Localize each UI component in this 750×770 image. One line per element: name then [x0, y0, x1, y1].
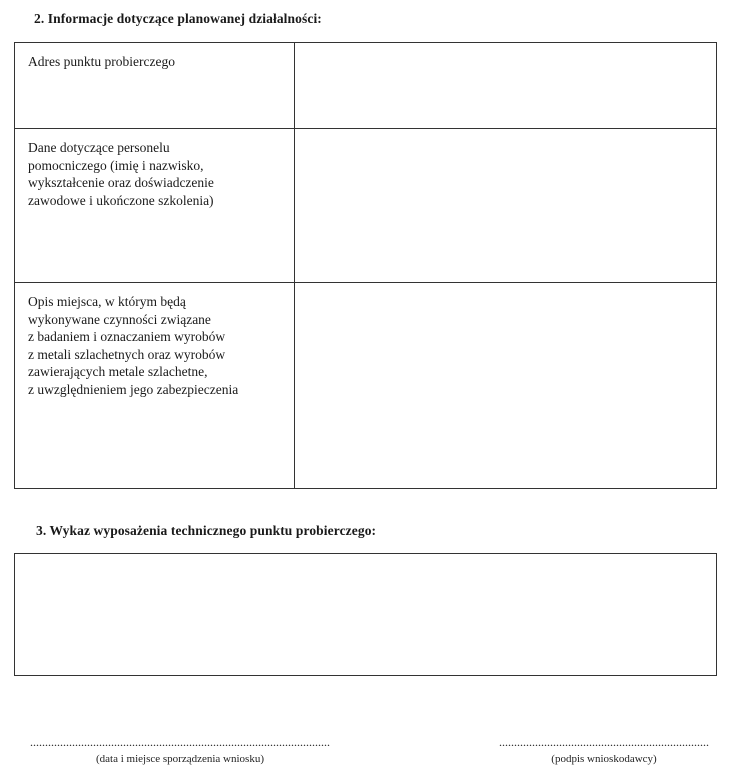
staff-field[interactable] — [295, 129, 717, 283]
table-row — [15, 283, 717, 489]
section-2-heading: 2. Informacje dotyczące planowanej działalności: — [34, 11, 322, 26]
premises-label-line: z badaniem i oznaczaniem wyrobów — [28, 329, 226, 345]
staff-label-line: pomocniczego (imię i nazwisko, — [28, 157, 204, 173]
address-label-cell — [15, 43, 295, 129]
premises-field[interactable] — [295, 283, 717, 489]
equipment-field[interactable] — [14, 553, 717, 676]
premises-label-line: zawierających metale szlachetne, — [28, 364, 208, 380]
staff-label-line: zawodowe i ukończone szkolenia) — [28, 192, 214, 208]
staff-label-line: Dane dotyczące personelu — [28, 140, 170, 155]
table-row — [15, 43, 717, 129]
applicant-signature — [491, 736, 717, 765]
date-place-caption: (data i miejsce sporządzenia wniosku) — [96, 753, 264, 765]
premises-label-line: z uwzględnieniem jego zabezpieczenia — [28, 381, 239, 397]
date-place-signature — [19, 736, 341, 765]
address-label: Adres punktu probierczego — [28, 54, 175, 69]
premises-label-line: z metali szlachetnych oraz wyrobów — [28, 346, 226, 362]
applicant-dotted-line[interactable]: ...................................................................... — [499, 736, 709, 748]
table-row — [15, 129, 717, 283]
date-place-dotted-line[interactable]: .................................................................................................... — [30, 736, 330, 748]
address-field[interactable] — [295, 43, 717, 129]
premises-label-line: wykonywane czynności związane — [28, 311, 211, 327]
premises-label-cell — [15, 283, 295, 489]
section-3-heading: 3. Wykaz wyposażenia technicznego punktu probierczego: — [36, 523, 377, 538]
planned-activity-table — [14, 42, 717, 489]
staff-label-line: wykształcenie oraz doświadczenie — [28, 175, 214, 191]
applicant-caption: (podpis wnioskodawcy) — [551, 753, 657, 765]
premises-label-line: Opis miejsca, w którym będą — [28, 294, 186, 309]
staff-label-cell — [15, 129, 295, 283]
